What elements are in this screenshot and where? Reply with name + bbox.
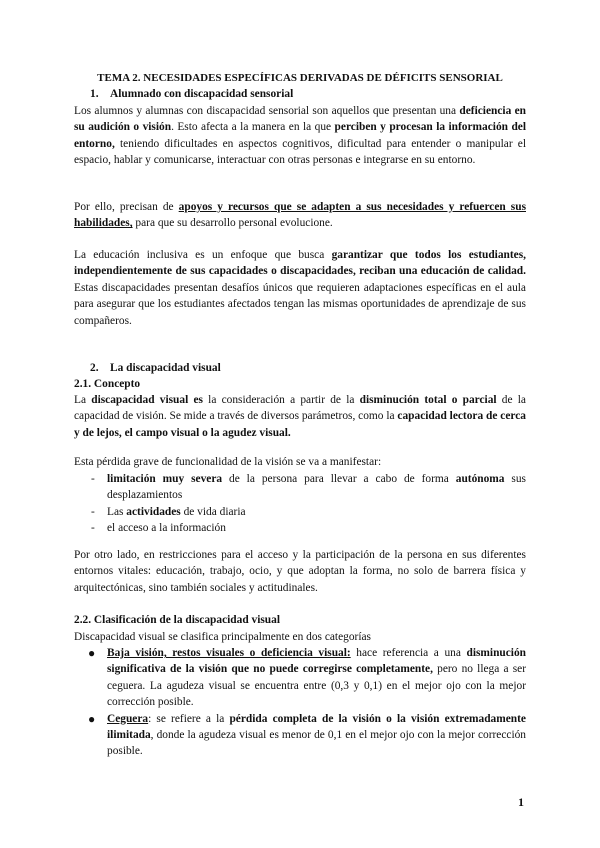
bullet-marker: ● bbox=[88, 646, 96, 660]
text: Las bbox=[107, 505, 127, 518]
classification-list bbox=[74, 645, 526, 760]
section-1-title: Alumnado con discapacidad sensorial bbox=[110, 88, 294, 100]
emphasis: capacidad lectora de cerca y de lejos, el campo visual o la agudez visual. bbox=[74, 410, 526, 439]
emphasis: disminución total o parcial bbox=[359, 394, 497, 406]
emphasis: limitación muy severa bbox=[107, 473, 223, 485]
section-2-1-paragraph-3: Por otro lado, en restricciones para el acceso y la participación de la persona en sus diferentes entornos vitales: educación, trabajo, ocio, y que adoptan la forma, no solo de barrera física y arquitectónicas, sino también sociales y actitudinales. bbox=[74, 549, 526, 594]
section-1-heading bbox=[90, 86, 542, 102]
section-1-paragraph-2 bbox=[74, 199, 526, 232]
text: La bbox=[74, 394, 92, 406]
dash-marker: - bbox=[91, 505, 95, 518]
section-2-title: La discapacidad visual bbox=[110, 362, 221, 374]
emphasis: perciben y procesan la información del entorno, bbox=[74, 121, 526, 150]
section-2-heading bbox=[90, 360, 542, 376]
text: Estas discapacidades presentan desafíos únicos que requieren adaptaciones específicas en el aula para asegurar que los estudiantes afectados tengan las mismas oportunidades de aprendizaje de sus compañeros. bbox=[74, 281, 526, 327]
subsection-2-2-heading: 2.2. Clasificación de la discapacidad visual bbox=[74, 614, 281, 626]
text: de la persona para llevar a cabo de forma bbox=[222, 473, 456, 485]
bullet-marker: ● bbox=[88, 711, 96, 726]
list-item bbox=[74, 504, 526, 520]
dash-marker: - bbox=[91, 473, 95, 485]
document-title: TEMA 2. NECESIDADES ESPECÍFICAS DERIVADAS DE DÉFICITS SENSORIAL bbox=[97, 72, 503, 84]
emphasis: actividades bbox=[126, 505, 181, 518]
page-number: 1 bbox=[518, 795, 524, 809]
emphasis: discapacidad visual es bbox=[91, 394, 203, 406]
list-item bbox=[74, 471, 526, 504]
emphasis: garantizar que todos los estudiantes, independientemente de sus capacidades o discapacidades, reciban una educación de calidad. bbox=[74, 249, 526, 278]
subsection-2-1-heading: 2.1. Concepto bbox=[74, 378, 141, 390]
text: La educación inclusiva es un enfoque que busca bbox=[74, 249, 332, 261]
text: . Esto afecta a la manera en la que bbox=[171, 121, 335, 134]
text: de vida diaria bbox=[180, 505, 246, 518]
section-1-paragraph-3 bbox=[74, 247, 526, 329]
manifestation-list bbox=[74, 471, 526, 537]
text: sus desplazamientos bbox=[107, 473, 526, 502]
text: para que su desarrollo personal evolucione. bbox=[132, 217, 333, 230]
list-item bbox=[74, 645, 526, 711]
emphasis: Ceguera bbox=[107, 712, 149, 725]
section-2-1-paragraph-1 bbox=[74, 392, 526, 441]
emphasis: apoyos y recursos que se adapten a sus necesidades y refuercen sus habilidades, bbox=[74, 201, 526, 230]
text: teniendo dificultades en aspectos cognitivos, dificultad para entender o manipular el espacio, hablar y comunicarse, interactuar con otras personas e integrarse en su entorno. bbox=[74, 137, 526, 167]
text: el acceso a la información bbox=[107, 522, 226, 535]
emphasis: deficiencia en su audición o visión bbox=[74, 105, 526, 134]
text: la consideración a partir de la bbox=[202, 394, 360, 406]
section-1-number: 1. bbox=[90, 88, 99, 100]
text: hace referencia a una bbox=[350, 647, 467, 659]
text: : se refiere a la bbox=[148, 712, 230, 725]
dash-marker: - bbox=[91, 522, 95, 535]
text: Los alumnos y alumnas con discapacidad sensorial son aquellos que presentan una bbox=[74, 105, 460, 117]
emphasis: autónoma bbox=[455, 473, 505, 485]
list-item bbox=[74, 711, 526, 760]
section-1-paragraph-1 bbox=[74, 103, 526, 169]
emphasis: Baja visión, restos visuales o deficiencia visual: bbox=[107, 647, 351, 659]
section-2-1-paragraph-2: Esta pérdida grave de funcionalidad de la visión se va a manifestar: bbox=[74, 456, 382, 468]
list-item bbox=[74, 520, 526, 536]
text: , donde la agudeza visual es menor de 0,1 en el mejor ojo con la mejor corrección posible. bbox=[107, 729, 526, 758]
emphasis: pérdida completa de la visión o la visión extremadamente ilimitada bbox=[107, 712, 526, 742]
text: pero no llega a ser ceguera. La agudeza visual se encuentra entre (0,3 y 0,1) en el mejor ojo con la mejor corrección posible. bbox=[107, 663, 527, 709]
emphasis: disminución significativa de la visión que no puede corregirse completamente, bbox=[107, 647, 526, 676]
section-2-number: 2. bbox=[90, 362, 99, 374]
text: Por ello, precisan de bbox=[74, 201, 179, 213]
section-2-2-paragraph-1: Discapacidad visual se clasifica principalmente en dos categorías bbox=[74, 631, 371, 643]
text: de la capacidad de visión. Se mide a través de diversos parámetros, como la bbox=[74, 394, 526, 423]
